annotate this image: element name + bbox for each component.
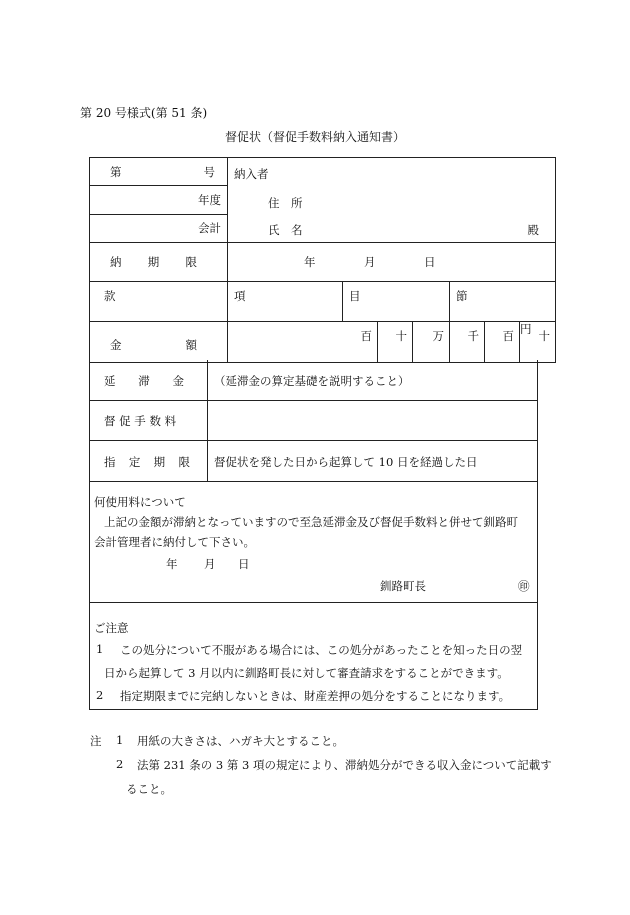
form-number: 第 20 号様式(第 51 条) <box>80 106 208 120</box>
late-fee-row <box>89 360 538 401</box>
kou-cell: 項 <box>228 282 343 322</box>
notice-date-day: 日 <box>238 557 250 571</box>
fee-row <box>89 400 538 441</box>
notice-line-2: 会計管理者に納付して下さい。 <box>94 535 255 549</box>
caution-item-2-number: 2 <box>96 688 104 702</box>
footnote-label: 注 <box>90 734 102 748</box>
amount-unit-hyaku: 百 <box>485 322 520 363</box>
caution-block <box>89 602 538 710</box>
due-row: 指 定 期 限 督促状を発した日から起算して 10 日を経過した日 <box>89 440 538 482</box>
deadline-value: 年 月 日 <box>228 243 556 282</box>
amount-label: 金 額 <box>90 322 228 363</box>
footnote-2-line-1: 法第 231 条の 3 第 3 項の規定により、滞納処分ができる収入金について記載す <box>137 758 552 772</box>
amount-unit-yen: 円 <box>520 322 532 336</box>
fiscal-year-cell: 年度 <box>90 186 228 214</box>
name-label: 氏 名 <box>268 223 303 237</box>
payer-label: 納入者 <box>234 167 269 181</box>
notice-line-1: 上記の金額が滞納となっていますので至急延滞金及び督促手数料と併せて釧路町 <box>104 515 518 529</box>
caution-item-1-line-2: 日から起算して 3 月以内に釧路町長に対して審査請求をすることができます。 <box>104 666 509 680</box>
caution-item-1-number: 1 <box>96 642 104 656</box>
amount-unit-hyaku-man: 百 <box>228 322 378 363</box>
late-fee-label-1: 延 <box>104 374 116 388</box>
kan-cell: 款 <box>90 282 228 322</box>
notice-heading: 何使用料について <box>94 495 186 509</box>
notice-date-year: 年 <box>166 557 178 571</box>
late-fee-note: （延滞金の算定基礎を説明すること） <box>214 374 410 388</box>
fee-label: 督 促 手 数 料 <box>104 414 177 428</box>
late-fee-label-3: 金 <box>172 374 184 388</box>
deadline-label: 納 期 限 <box>90 243 228 282</box>
footnote-1-number: 1 <box>116 733 124 747</box>
caution-item-2-text: 指定期限までに完納しないときは、財産差押の処分をすることになります。 <box>120 689 511 703</box>
amount-unit-sen: 千 <box>450 322 485 363</box>
footnote-2-line-2: ること。 <box>126 782 172 796</box>
number-cell: 第 号 <box>90 158 228 186</box>
address-label: 住 所 <box>268 196 303 210</box>
issuer: 釧路町長 <box>380 579 426 593</box>
notice-date-month: 月 <box>204 557 216 571</box>
amount-unit-man: 万 <box>413 322 450 363</box>
amount-unit-juu-man: 十 <box>378 322 413 363</box>
bill-table <box>89 157 556 363</box>
footnote-2-number: 2 <box>116 757 124 771</box>
setsu-cell: 節 <box>450 282 556 322</box>
payer-cell <box>228 158 556 243</box>
document-title: 督促状（督促手数料納入通知書） <box>224 130 405 144</box>
caution-item-1-line-1: この処分について不服がある場合には、この処分があったことを知った日の翌 <box>120 643 523 657</box>
account-cell: 会計 <box>90 214 228 242</box>
caution-heading: ご注意 <box>94 621 129 635</box>
amount-unit-juu: 十 <box>520 322 556 363</box>
late-fee-label-2: 滞 <box>138 374 150 388</box>
due-text: 督促状を発した日から起算して 10 日を経過した日 <box>214 455 478 469</box>
footnote-1-text: 用紙の大きさは、ハガキ大とすること。 <box>137 734 344 748</box>
dono-label: 殿 <box>527 223 539 237</box>
seal-mark: ㊞ <box>518 579 530 593</box>
notice-block <box>89 481 538 603</box>
moku-cell: 目 <box>343 282 450 322</box>
